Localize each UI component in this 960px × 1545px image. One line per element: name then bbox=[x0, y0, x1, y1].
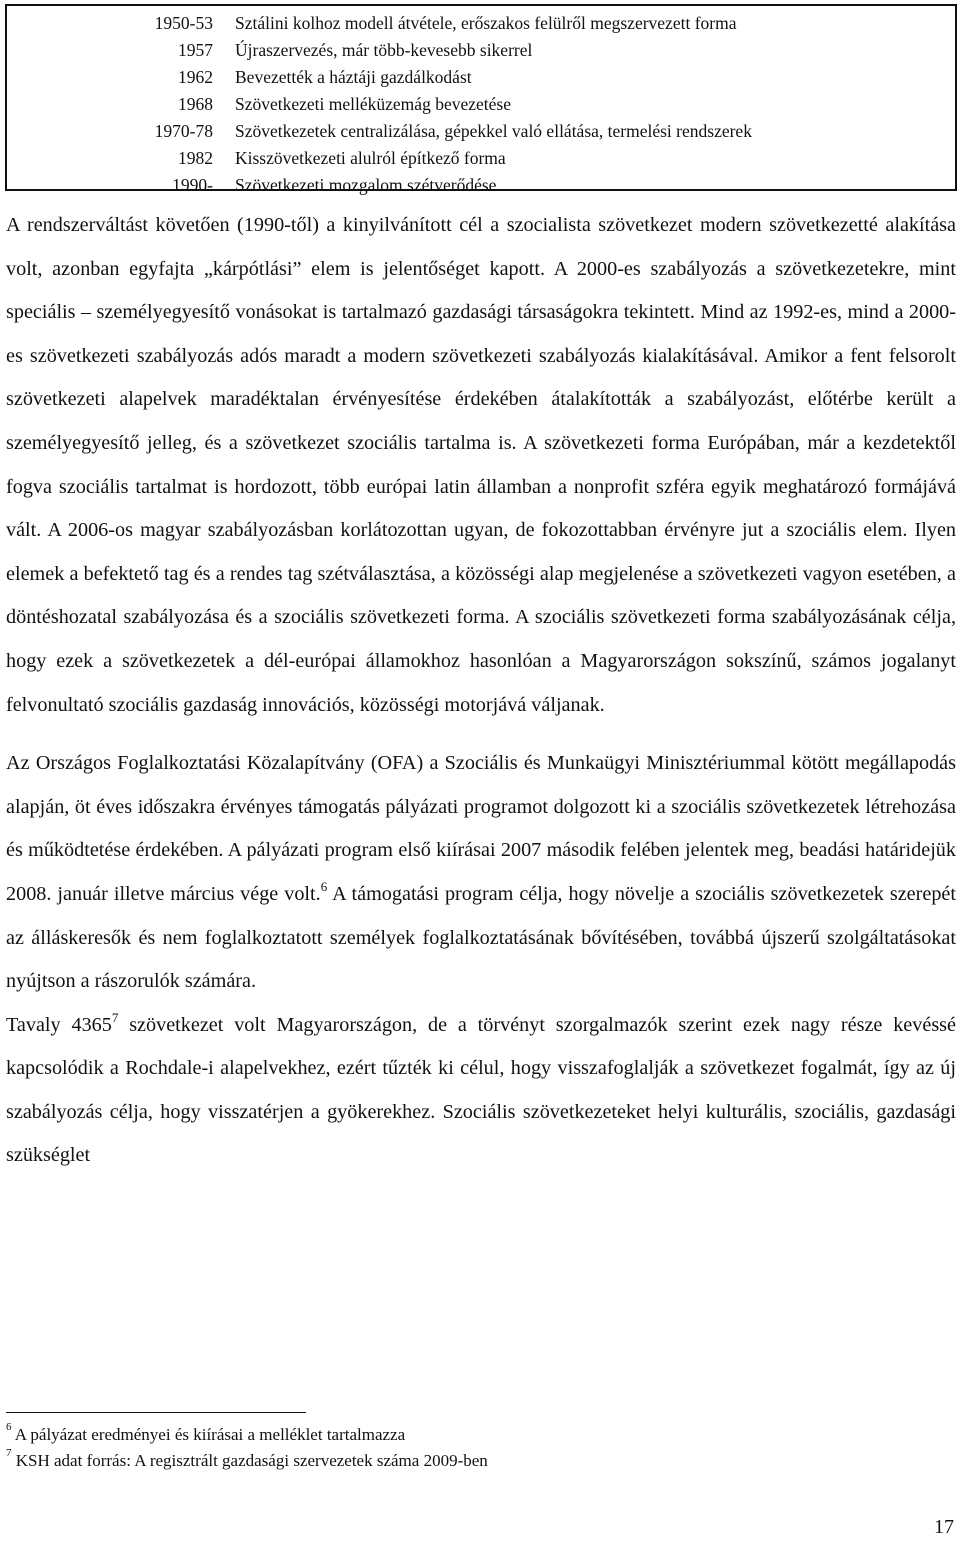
paragraph-text: Az Országos Foglalkoztatási Közalapítvány (OFA) a Szociális és Munkaügyi Minisztériummal kötött megállapodás alapján, öt éves időszakra érvényes támogatás pályázati programot dolgozott ki a szociális szövetkezetek létrehozása és működtetése érdekében. A pályázati program első kiírásai 2007 második felében jelentek meg, beadási határidejük 2008. január illetve március vége volt. bbox=[6, 752, 956, 905]
timeline-row bbox=[7, 145, 955, 172]
timeline-event: Szövetkezetek centralizálása, gépekkel való ellátása, termelési rendszerek bbox=[235, 121, 752, 141]
timeline-year: 1962 bbox=[178, 67, 213, 87]
timeline-event: Szövetkezeti mozgalom szétverődése bbox=[235, 175, 497, 195]
timeline-year: 1970-78 bbox=[154, 121, 213, 141]
footnote-ref-7[interactable]: 7 bbox=[111, 1009, 119, 1025]
footnote-text: A pályázat eredményei és kiírásai a melléklet tartalmazza bbox=[11, 1425, 406, 1444]
paragraph-ofa-program bbox=[6, 742, 956, 1004]
timeline-table bbox=[5, 4, 957, 195]
body-text bbox=[6, 204, 956, 1178]
paragraph-rendszervaltas: A rendszerváltást követően (1990-től) a kinyilvánított cél a szocialista szövetkezet modern szövetkezetté alakítása volt, azonban egyfajta „kárpótlási” elem is jelentőséget kapott. A 2000-es szabályozás a szövetkezetekre, mint speciális – személyegyesítő vonásokat is tartalmazó gazdasági társaságokra tekintett. Mind az 1992-es, mind a 2000-es szövetkezeti szabályozás adós maradt a modern szövetkezeti szabályozás kialakításával. Amikor a fent felsorolt szövetkezeti alapelvek maradéktalan érvényesítése érdekében átalakították a szabályozást, előtérbe került a személyegyesítő jelleg, és a szövetkezet szociális tartalma is. A szövetkezeti forma Európában, már a kezdetektől fogva szociális tartalmat is hordozott, több európai latin államban a nonprofit szféra egyik meghatározó formájává vált. A 2006-os magyar szabályozásban korlátozottan ugyan, de fokozottabban érvényre jut a szociális elem. Ilyen elemek a befektető tag és a rendes tag szétválasztása, a közösségi alap megjelenése a szövetkezeti vagyon esetében, a döntéshozatal szabályozása és a szociális szövetkezeti forma. A szociális szövetkezeti forma szabályozásának célja, hogy ezek a szövetkezetek a dél-európai államokhoz hasonlóan a Magyarországon sokszínű, számos jogalanyt felvonultató szociális gazdaság innovációs, közösségi motorjává váljanak. bbox=[6, 214, 956, 716]
timeline-row bbox=[7, 37, 955, 64]
footnote-ref-6[interactable]: 6 bbox=[320, 879, 328, 895]
paragraph-text: Tavaly 4365 bbox=[6, 1013, 112, 1036]
footnote-text: KSH adat forrás: A regisztrált gazdasági szervezetek száma 2009-ben bbox=[11, 1451, 488, 1470]
timeline-year: 1990- bbox=[172, 175, 213, 195]
footnote-number: 6 bbox=[6, 1421, 12, 1434]
timeline-row bbox=[7, 91, 955, 118]
timeline-event: Sztálini kolhoz modell átvétele, erőszakos felülről megszervezett forma bbox=[235, 13, 737, 33]
timeline-year: 1957 bbox=[178, 40, 213, 60]
timeline-event: Kisszövetkezeti alulról építkező forma bbox=[235, 148, 506, 168]
paragraph-text: A támogatási program célja, hogy növelje a szociális szövetkezetek szerepét az álláskeresők és nem foglalkoztatott személyek foglalkoztatásának bővítésében, továbbá újszerű szolgáltatásokat nyújtson a rászorulók számára. bbox=[6, 882, 956, 993]
timeline-year: 1982 bbox=[178, 148, 213, 168]
paragraph-text: szövetkezet volt Magyarországon, de a törvényt szorgalmazók szerint ezek nagy része kevéssé kapcsolódik a Rochdale-i alapelvekhez, ezért tűzték ki célul, hogy visszafoglalják a szövetkezet fogalmát, így az új szabályozás célja, hogy visszatérjen a gyökerekhez. Szociális szövetkezeteket helyi kulturális, szociális, gazdasági szükséglet bbox=[6, 1013, 956, 1167]
timeline-row bbox=[7, 10, 955, 37]
timeline-row bbox=[7, 64, 955, 91]
timeline-row bbox=[7, 118, 955, 145]
timeline-year: 1950-53 bbox=[154, 13, 213, 33]
footnote-divider bbox=[6, 1412, 306, 1413]
footnote-7 bbox=[6, 1448, 906, 1474]
page-number: 17 bbox=[934, 1516, 954, 1538]
timeline-row bbox=[7, 172, 955, 199]
footnote-6 bbox=[6, 1422, 906, 1448]
timeline-year: 1968 bbox=[178, 94, 213, 114]
footnotes bbox=[6, 1422, 906, 1474]
footnote-number: 7 bbox=[6, 1447, 12, 1460]
paragraph-szovetkezet-szam bbox=[6, 1004, 956, 1178]
timeline-event: Bevezették a háztáji gazdálkodást bbox=[235, 67, 472, 87]
timeline-event: Szövetkezeti melléküzemág bevezetése bbox=[235, 94, 511, 114]
timeline-event: Újraszervezés, már több-kevesebb sikerrel bbox=[235, 40, 533, 60]
